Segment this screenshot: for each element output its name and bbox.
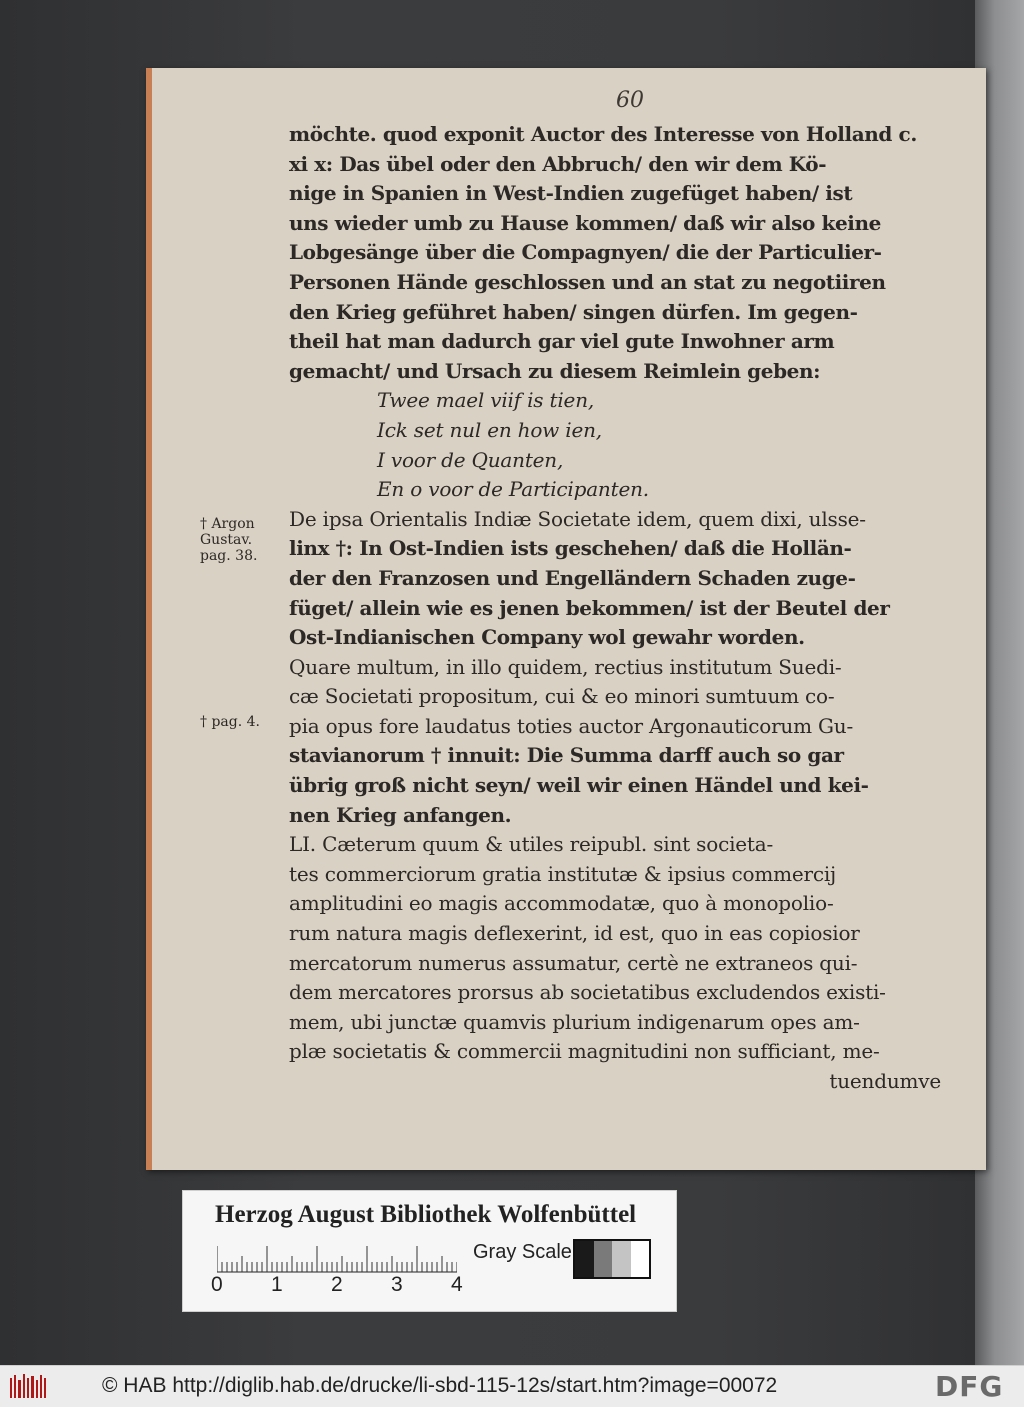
library-color-chart — [182, 1190, 677, 1312]
hab-barcode-logo-icon — [8, 1372, 48, 1402]
text-line: rum natura magis deflexerint, id est, quo in eas copiosior — [289, 921, 860, 946]
page-text-block — [289, 120, 959, 1097]
text-line: theil hat man dadurch gar viel gute Inwohner arm — [289, 329, 835, 354]
page-number: 60 — [616, 88, 644, 113]
text-line: möchte. quod exponit Auctor des Interesse von Holland c. — [289, 122, 917, 146]
text-line: nen Krieg anfangen. — [289, 802, 512, 827]
margin-note-argon — [200, 516, 257, 564]
text-line: plæ societatis & commercii magnitudini non sufficiant, me- — [289, 1039, 880, 1064]
text-line: linx †: In Ost-Indien ists geschehen/ daß die Hollän- — [289, 536, 852, 561]
text-line: mercatorum numerus assumatur, certè ne extraneos qui- — [289, 950, 858, 975]
ruler-number: 2 — [331, 1273, 343, 1296]
text-line: stavianorum † innuit: Die Summa darff auch so gar — [289, 743, 844, 768]
text-line: pia opus fore laudatus toties auctor Argonauticorum Gu- — [289, 713, 854, 738]
text-line: füget/ allein wie es jenen bekommen/ ist der Beutel der — [289, 595, 890, 620]
margin-note-line: Gustav. — [200, 532, 253, 548]
gray-patch — [631, 1241, 650, 1277]
ruler — [217, 1243, 457, 1273]
ruler-number: 4 — [451, 1273, 463, 1296]
margin-note-line: pag. 38. — [200, 548, 258, 564]
gray-scale-patches — [573, 1239, 651, 1279]
text-line: Ick set nul en how ien, — [377, 417, 602, 442]
footer-copyright-url[interactable]: © HAB http://diglib.hab.de/drucke/li-sbd-115-12s/start.htm?image=00072 — [102, 1374, 778, 1397]
text-line: uns wieder umb zu Hause kommen/ daß wir also keine — [289, 210, 881, 235]
text-line: mem, ubi junctæ quamvis plurium indigenarum opes am- — [289, 1009, 860, 1034]
footer-bar — [0, 1365, 1024, 1407]
text-line: I voor de Quanten, — [377, 447, 564, 472]
ruler-numbers — [211, 1273, 471, 1297]
text-line: En o voor de Participanten. — [377, 477, 649, 502]
gray-scale-label: Gray Scale — [473, 1241, 572, 1263]
text-line: Lobgesänge über die Compagnyen/ die der Particulier- — [289, 240, 882, 265]
text-line: amplitudini eo magis accommodatæ, quo à monopolio- — [289, 891, 834, 916]
text-line: cæ Societati propositum, cui & eo minori sumtuum co- — [289, 684, 835, 709]
dfg-logo: DFG — [935, 1370, 1004, 1403]
ruler-number: 1 — [271, 1273, 283, 1296]
library-title: Herzog August Bibliothek Wolfenbüttel — [215, 1201, 637, 1228]
text-line: LI. Cæterum quum & utiles reipubl. sint societa- — [289, 832, 774, 857]
text-line: tes commerciorum gratia institutæ & ipsius commercij — [289, 861, 837, 886]
text-line: Ost-Indianischen Company wol gewahr worden. — [289, 625, 805, 650]
text-line: Personen Hände geschlossen und an stat zu negotiiren — [289, 269, 886, 294]
text-line: übrig groß nicht seyn/ weil wir einen Händel und kei- — [289, 773, 869, 798]
margin-note-line: † Argon — [200, 516, 255, 532]
text-line: xi x: Das übel oder den Abbruch/ den wir dem Kö- — [289, 151, 827, 176]
ruler-number: 3 — [391, 1273, 403, 1296]
text-line: Twee mael viif is tien, — [377, 388, 595, 413]
text-line: De ipsa Orientalis Indiæ Societate idem, quem dixi, ulsse- — [289, 506, 866, 531]
text-line: nige in Spanien in West-Indien zugefüget haben/ ist — [289, 181, 853, 206]
gray-patch — [612, 1241, 631, 1277]
text-line: dem mercatores prorsus ab societatibus excludendos existi- — [289, 980, 886, 1005]
text-line: Quare multum, in illo quidem, rectius institutum Suedi- — [289, 654, 842, 679]
gray-patch — [575, 1241, 594, 1277]
gray-patch — [594, 1241, 613, 1277]
text-line: den Krieg geführet haben/ singen dürfen. Im gegen- — [289, 299, 858, 324]
margin-note-page: † pag. 4. — [200, 714, 260, 730]
text-line: tuendumve — [829, 1069, 941, 1093]
ruler-number: 0 — [211, 1273, 223, 1296]
text-line: gemacht/ und Ursach zu diesem Reimlein geben: — [289, 358, 821, 383]
text-line: der den Franzosen und Engelländern Schaden zuge- — [289, 565, 856, 590]
book-page — [146, 68, 986, 1170]
